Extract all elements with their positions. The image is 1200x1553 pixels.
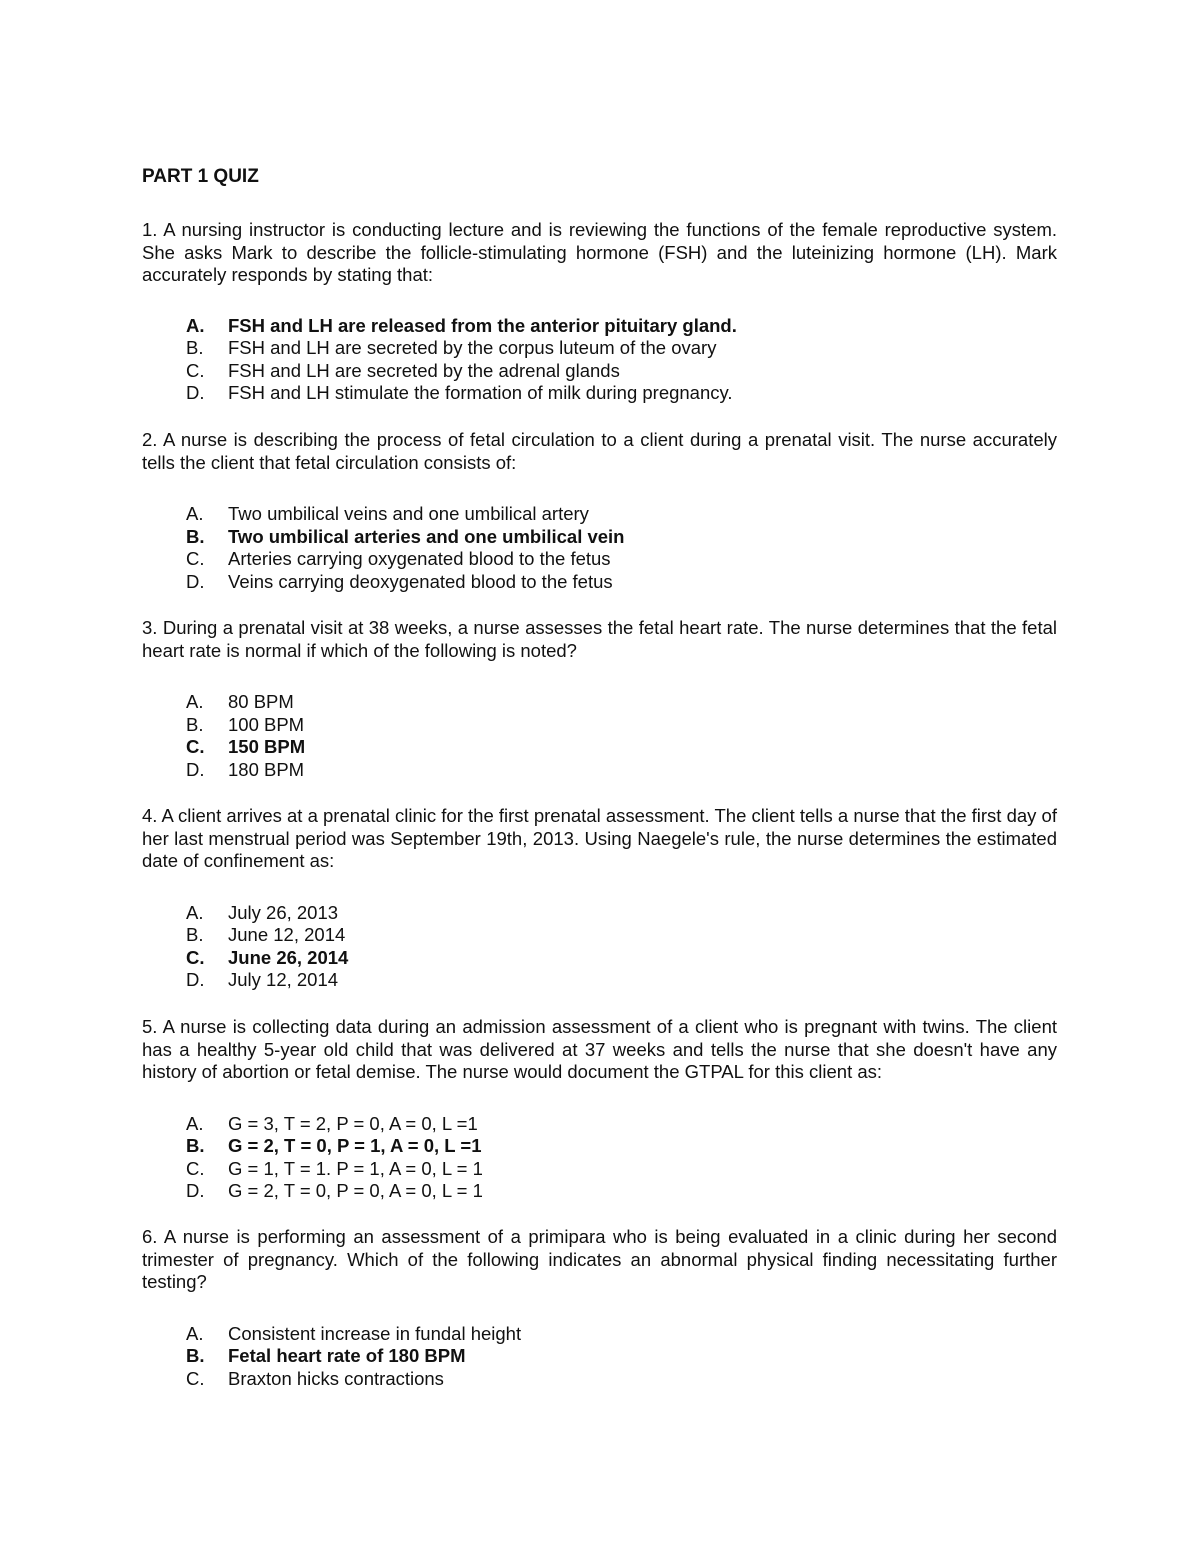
- option-text: July 26, 2013: [228, 901, 339, 923]
- option-letter: A.: [186, 314, 205, 336]
- answer-option-d: [142, 1180, 1057, 1203]
- answer-option-b: [142, 337, 1057, 360]
- answer-options: [142, 1113, 1057, 1203]
- option-letter: C.: [186, 946, 205, 968]
- answer-option-c: [142, 1368, 1057, 1391]
- option-letter: A.: [186, 1322, 204, 1344]
- option-text: June 12, 2014: [228, 924, 346, 945]
- option-text: FSH and LH are secreted by the corpus luteum of the ovary: [228, 337, 717, 358]
- question-stem: 2. A nurse is describing the process of fetal circulation to a client during a prenatal visit. The nurse accurately tells the client that fetal circulation consists of:: [142, 429, 1057, 473]
- answer-option-c: [142, 548, 1057, 571]
- question-stem: 3. During a prenatal visit at 38 weeks, a nurse assesses the fetal heart rate. The nurse determines that the fetal heart rate is normal if which of the following is noted?: [142, 617, 1057, 661]
- answer-option-b: [142, 1345, 1057, 1368]
- question-5: [142, 1016, 1057, 1203]
- option-letter: B.: [186, 713, 204, 735]
- option-text: FSH and LH are secreted by the adrenal glands: [228, 359, 620, 381]
- option-text: Fetal heart rate of 180 BPM: [228, 1345, 466, 1366]
- option-text: Consistent increase in fundal height: [228, 1322, 522, 1344]
- answer-options: [142, 503, 1057, 593]
- option-text: Two umbilical veins and one umbilical artery: [228, 503, 589, 524]
- option-letter: A.: [186, 691, 204, 712]
- option-letter: D.: [186, 1180, 205, 1201]
- option-letter: A.: [186, 1112, 204, 1134]
- option-letter: B.: [186, 337, 204, 358]
- option-text: 180 BPM: [228, 758, 305, 780]
- option-text: Arteries carrying oxygenated blood to the fetus: [228, 548, 611, 569]
- option-text: 80 BPM: [228, 691, 294, 712]
- question-stem: 5. A nurse is collecting data during an admission assessment of a client who is pregnant with twins. The client has a healthy 5-year old child that was delivered at 37 weeks and tells the nurse that she doesn't have any history of abortion or fetal demise. The nurse would document the GTPAL for this client as:: [142, 1016, 1057, 1082]
- option-letter: B.: [186, 1135, 205, 1156]
- option-letter: C.: [186, 1367, 205, 1389]
- answer-option-c: [142, 360, 1057, 383]
- answer-option-d: [142, 571, 1057, 594]
- option-text: July 12, 2014: [228, 969, 339, 990]
- option-text: 150 BPM: [228, 736, 306, 757]
- option-text: Two umbilical arteries and one umbilical vein: [228, 525, 625, 547]
- answer-options: [142, 902, 1057, 992]
- option-letter: D.: [186, 969, 205, 990]
- answer-options: [142, 315, 1057, 405]
- option-letter: B.: [186, 924, 204, 945]
- question-1: [142, 219, 1057, 405]
- answer-option-b: [142, 924, 1057, 947]
- answer-option-a: [142, 1323, 1057, 1346]
- option-letter: C.: [186, 548, 205, 569]
- option-letter: C.: [186, 359, 205, 381]
- option-text: FSH and LH are released from the anterior pituitary gland.: [228, 314, 737, 336]
- option-letter: D.: [186, 382, 205, 403]
- option-text: Veins carrying deoxygenated blood to the fetus: [228, 570, 613, 592]
- question-4: [142, 805, 1057, 992]
- question-stem: 4. A client arrives at a prenatal clinic for the first prenatal assessment. The client tells a nurse that the first day of her last menstrual period was September 19th, 2013. Using Naegele's rule, the nurse determines the estimated date of confinement as:: [142, 805, 1057, 871]
- option-text: 100 BPM: [228, 713, 305, 735]
- answer-option-c: [142, 947, 1057, 970]
- option-letter: A.: [186, 901, 204, 923]
- answer-option-d: [142, 759, 1057, 782]
- option-text: June 26, 2014: [228, 946, 349, 968]
- answer-option-d: [142, 969, 1057, 992]
- answer-option-b: [142, 714, 1057, 737]
- answer-option-a: [142, 1113, 1057, 1136]
- answer-option-b: [142, 526, 1057, 549]
- option-text: G = 2, T = 0, P = 1, A = 0, L =1: [228, 1135, 482, 1156]
- option-letter: D.: [186, 758, 205, 780]
- option-letter: C.: [186, 736, 205, 757]
- option-letter: C.: [186, 1157, 205, 1179]
- question-stem: 1. A nursing instructor is conducting lecture and is reviewing the functions of the female reproductive system. She asks Mark to describe the follicle-stimulating hormone (FSH) and the luteinizing hormone (LH). Mark accurately responds by stating that:: [142, 219, 1057, 285]
- answer-option-a: [142, 503, 1057, 526]
- answer-option-a: [142, 315, 1057, 338]
- option-text: FSH and LH stimulate the formation of milk during pregnancy.: [228, 382, 733, 403]
- question-stem: 6. A nurse is performing an assessment of a primipara who is being evaluated in a clinic during her second trimester of pregnancy. Which of the following indicates an abnormal physical finding necessitating further testing?: [142, 1226, 1057, 1292]
- answer-option-b: [142, 1135, 1057, 1158]
- option-letter: A.: [186, 503, 204, 524]
- option-letter: B.: [186, 525, 205, 547]
- answer-option-a: [142, 691, 1057, 714]
- option-text: G = 1, T = 1. P = 1, A = 0, L = 1: [228, 1157, 483, 1179]
- answer-options: [142, 1323, 1057, 1391]
- question-2: [142, 429, 1057, 593]
- option-text: G = 3, T = 2, P = 0, A = 0, L =1: [228, 1112, 478, 1134]
- option-text: Braxton hicks contractions: [228, 1367, 444, 1389]
- answer-option-d: [142, 382, 1057, 405]
- answer-options: [142, 691, 1057, 781]
- option-letter: D.: [186, 570, 205, 592]
- answer-option-c: [142, 1158, 1057, 1181]
- option-letter: B.: [186, 1345, 205, 1366]
- question-6: [142, 1226, 1057, 1390]
- answer-option-c: [142, 736, 1057, 759]
- option-text: G = 2, T = 0, P = 0, A = 0, L = 1: [228, 1180, 483, 1201]
- question-3: [142, 617, 1057, 781]
- answer-option-a: [142, 902, 1057, 925]
- page-title: PART 1 QUIZ: [142, 166, 259, 187]
